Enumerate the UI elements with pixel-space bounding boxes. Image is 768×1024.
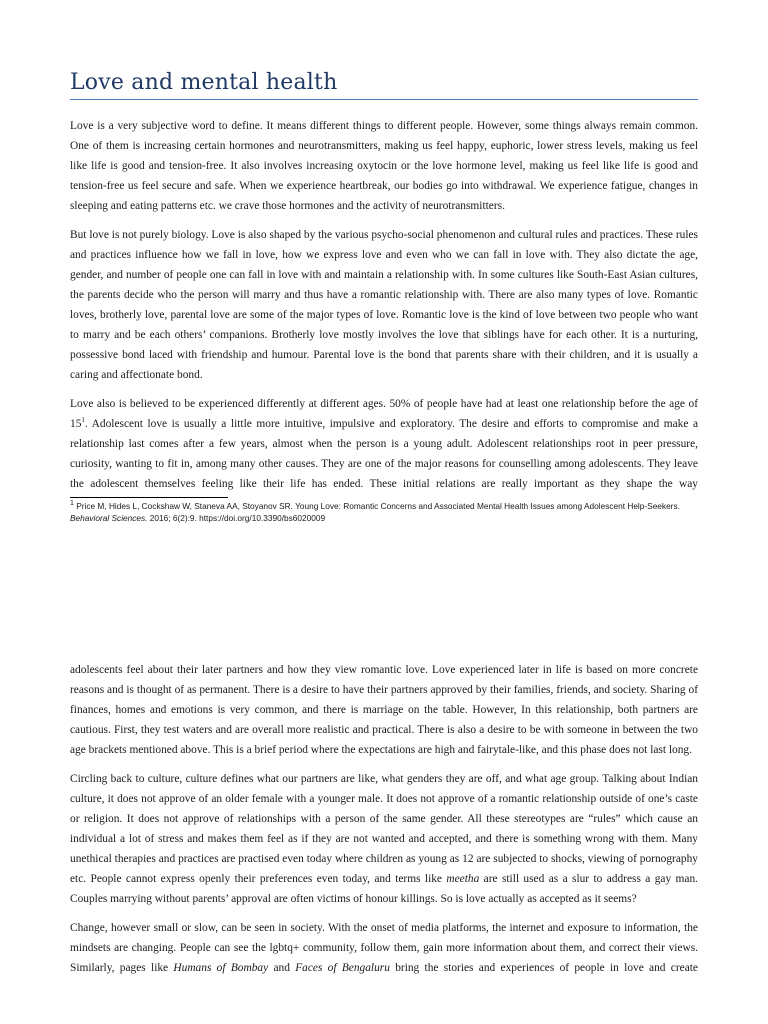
paragraph-4: adolescents feel about their later partners and how they view romantic love. Love experienced later in life is based on more concrete reasons and is thought of as permanent. There is a desire to have their partners approved by their families, friends, and society. Sharing of finances, homes and emotions is very common, and there is marriage on the table. However, In this relationship, both partners are cautious. First, they test waters and are overall more realistic and practical. There is also a desire to be with someone in between the two age brackets mentioned above. This is a brief period where the expectations are high and fairytale-like, and this phase does not last long. [70,664,698,756]
paragraph-6-em-2: Faces of Bengaluru [295,962,390,974]
paragraph-3-text-b: . Adolescent love is usually a little more intuitive, impulsive and exploratory. The desire and efforts to compromise and make a relationship last comes after a few years, almost when the person is a young adult. Adolescent relationships root in peer pressure, curiosity, wanting to fit in, among many other causes. They are one of the major reasons for counselling among adolescents. They leave the adolescent themselves feeling like their life has ended. These initial relations are really important as they shape the way [70,418,698,490]
paragraph-5-text-a: Circling back to culture, culture defines what our partners are like, what genders they are off, and what age group. Talking about Indian culture, it does not approve of an older female with a younger male. It does not approve of a romantic relationship outside of one’s caste or religion. It does not approve of relationships with a person of the same gender. All these stereotypes are “rules” which cause an individual a lot of stress and makes them feel as if they are not wanted and accepted, and there is something wrong with them. Many unethical therapies and practices are practised even today where children as young as 12 are subjected to shocks, viewing of pornography etc. People cannot express openly their preferences even today, and terms like [70,773,698,885]
paragraph-3-text-a: Love also is believed to be experienced differently at different ages. 50% of people have had at least one relationship before the age of 15 [70,398,698,430]
footnote [70,500,690,524]
paragraph-3 [70,394,698,494]
paragraph-5 [70,769,698,909]
paragraph-2: But love is not purely biology. Love is also shaped by the various psycho-social phenomenon and cultural rules and practices. These rules and practices influence how we fall in love, how we express love and even who we can fall in love with. They also dictate the age, gender, and number of people one can fall in love with and maintain a relationship with. In some cultures like South-East Asian cultures, the parents decide who the person will marry and thus have a romantic relationship with. There are also many types of love. Romantic loves, brotherly love, parental love are some of the major types of love. Romantic love is the kind of love between two people who want to marry and be each others’ companions. Brotherly love mostly involves the love that siblings have for each other. It is a nurturing, possessive bond laced with friendship and humour. Parental love is the bond that parents share with their children, and it is usually a caring and affectionate bond. [70,229,698,381]
footnote-text-a: Price M, Hides L, Cockshaw W, Staneva AA, Stoyanov SR. Young Love: Romantic Concerns and Associated Mental Health Issues among Adolescent Help-Seekers. [73,501,680,511]
paragraph-5-em: meetha [446,873,480,885]
page-title: Love and mental health [70,70,698,100]
footnote-separator [70,497,228,498]
body-top [70,116,698,503]
paragraph-6-text-b: bring the stories and experiences of people in love and create [389,962,698,974]
footnote-journal: Behavioral Sciences. [70,513,148,523]
paragraph-6-text-a: Change, however small or slow, can be seen in society. With the onset of media platforms, the internet and exposure to information, the mindsets are changing. People can see the lgbtq+ community, follow them, gain more information about them, and correct their views. Similarly, pages like [70,922,698,974]
body-bottom [70,660,698,987]
paragraph-1: Love is a very subjective word to define. It means different things to different people. However, some things always remain common. One of them is increasing certain hormones and neurotransmitters, making us feel happy, euphoric, lower stress levels, making us feel like life is good and tension-free. It also involves increasing oxytocin or the love hormone level, making us feel like life is good and tension-free us feel secure and safe. When we experience heartbreak, our bodies go into withdrawal. We experience fatigue, changes in sleeping and eating patterns etc. we crave those hormones and the activity of neurotransmitters. [70,120,698,212]
paragraph-6-text-mid: and [268,962,296,974]
footnote-text-b: 2016; 6(2):9. https://doi.org/10.3390/bs6020009 [147,513,326,523]
footnote-number: 1 [70,500,74,508]
paragraph-5-text-b: are still used as a slur to address a gay man. Couples marrying without parents’ approval are often victims of honour killings. So is love actually as accepted as it seems? [70,873,698,905]
paragraph-6 [70,918,698,978]
paragraph-6-em-1: Humans of Bombay [173,962,269,974]
footnote-ref: 1 [81,416,85,425]
